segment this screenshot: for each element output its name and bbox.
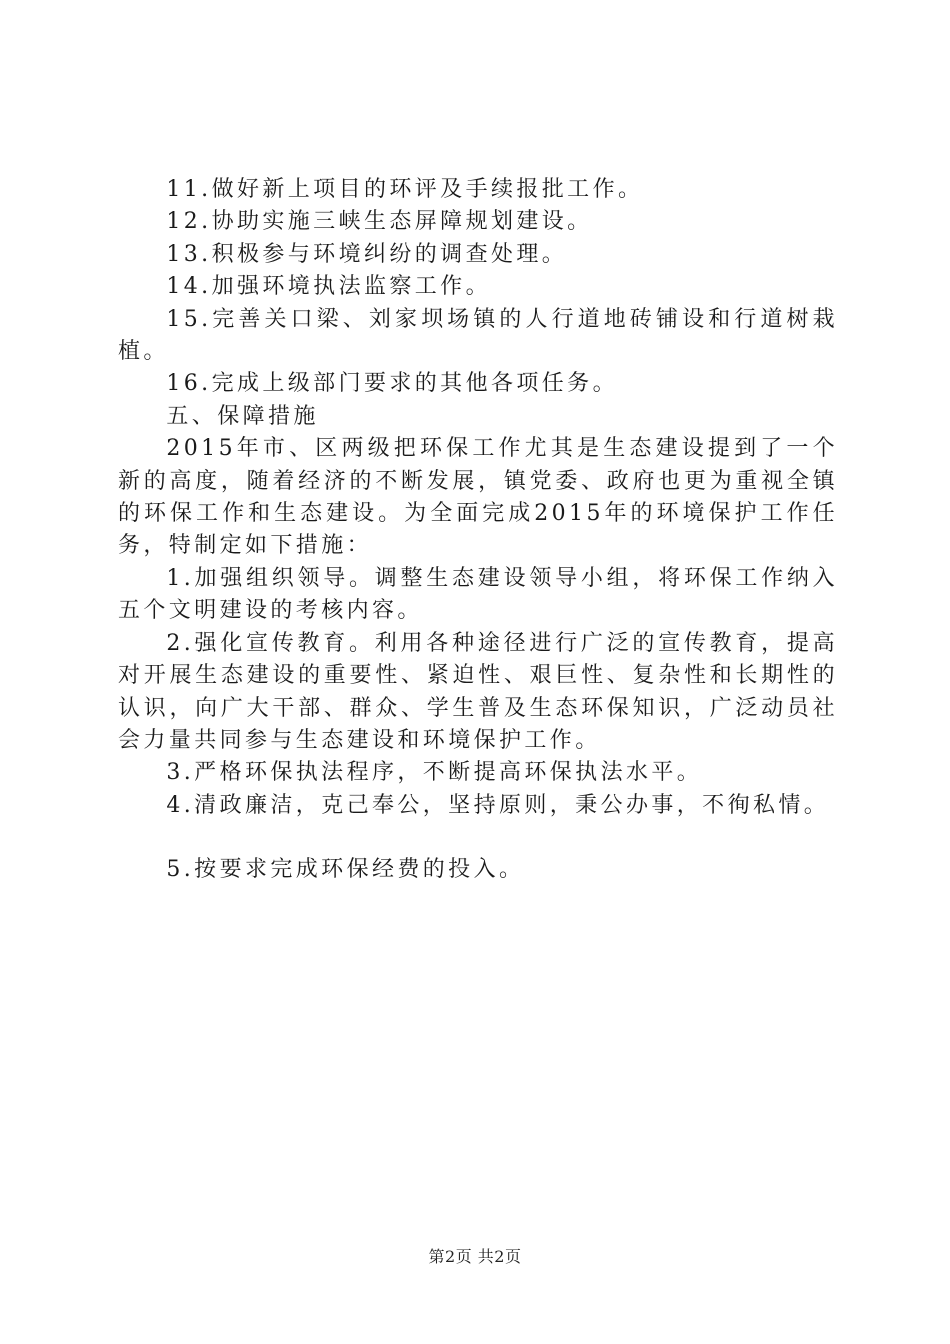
document-body: [118, 174, 838, 887]
measure-item-1: 1.加强组织领导。调整生态建设领导小组，将环保工作纳入五个文明建设的考核内容。: [118, 565, 838, 624]
measure-item-3: 3.严格环保执法程序，不断提高环保执法水平。: [166, 760, 703, 786]
paragraph-item-16: 16.完成上级部门要求的其他各项任务。: [166, 371, 618, 397]
section-heading: 五、保障措施: [166, 403, 319, 429]
measure-item-5: 5.按要求完成环保经费的投入。: [166, 857, 525, 883]
paragraph-item-13: 13.积极参与环境纠纷的调查处理。: [166, 241, 568, 267]
paragraph-item-14: 14.加强环境执法监察工作。: [166, 274, 491, 300]
paragraph-item-12: 12.协助实施三峡生态屏障规划建设。: [166, 209, 593, 235]
paragraph-item-11: 11.做好新上项目的环评及手续报批工作。: [166, 177, 644, 202]
page-number-footer: 第2页 共2页: [428, 1247, 522, 1266]
paragraph-item-15: 15.完善关口梁、刘家坝场镇的人行道地砖铺设和行道树栽植。: [118, 306, 838, 365]
measure-item-4: 4.清政廉洁，克己奉公，坚持原则，秉公办事，不徇私情。: [166, 792, 830, 818]
section-intro-paragraph: 2015年市、区两级把环保工作尤其是生态建设提到了一个新的高度，随着经济的不断发展，镇党委、政府也更为重视全镇的环保工作和生态建设。为全面完成2015年的环境保护工作任务，特制定如下措施：: [118, 436, 838, 559]
measure-item-2: 2.强化宣传教育。利用各种途径进行广泛的宣传教育，提高对开展生态建设的重要性、紧迫性、艰巨性、复杂性和长期性的认识，向广大干部、群众、学生普及生态环保知识，广泛动员社会力量共同参与生态建设和环境保护工作。: [118, 630, 838, 753]
